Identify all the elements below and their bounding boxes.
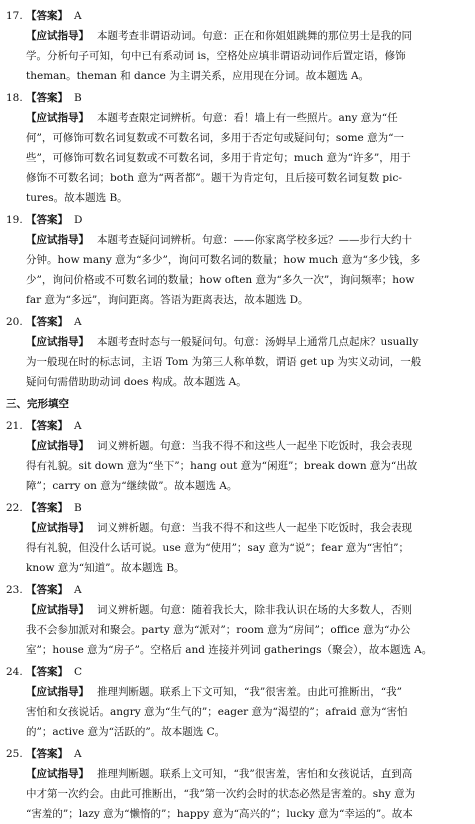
answer-tag: 【答案】 <box>26 584 68 596</box>
guide-row <box>6 518 469 538</box>
answer-tag: 【答案】 <box>26 214 68 226</box>
answer-tag: 【答案】 <box>26 666 68 678</box>
guide-text-line: 疑问句需借助助动词 does 构成。故本题选 A。 <box>26 376 247 388</box>
guide-tag: 【应试指导】 <box>26 234 89 246</box>
guide-tag: 【应试指导】 <box>26 336 89 348</box>
answer-row <box>6 744 469 764</box>
guide-tag: 【应试指导】 <box>26 604 89 616</box>
guide-text-line: “害羞的”；lazy 意为“懒惰的”；happy 意为“高兴的”；lucky 意为“幸运的”。故本 <box>26 808 413 820</box>
guide-text-line: 障”；carry on 意为“继续做”。故本题选 A。 <box>26 480 238 492</box>
guide-text: 推理判断题。联系上文可知，“我”很害羞，害怕和女孩说话，直到高 <box>97 768 413 780</box>
answer-tag: 【答案】 <box>26 92 68 104</box>
guide-text-line: theman。theman 和 dance 为主谓关系，应用现在分词。故本题选 A。 <box>26 70 370 82</box>
guide-text-line: 室”；house 意为“房子”。空格后 and 连接并列词 gatherings（聚会），故本题选 A。 <box>26 644 433 656</box>
guide-tag: 【应试指导】 <box>26 30 89 42</box>
guide-text-line: far 意为“多远”，询问距离。答语为距离表达，故本题选 D。 <box>26 294 309 306</box>
answer-row <box>6 88 469 108</box>
answer-tag: 【答案】 <box>26 748 68 760</box>
guide-text-line: 分钟。how many 意为“多少”，询问可数名词的数量；how much 意为“多少钱，多 <box>26 254 421 266</box>
guide-row <box>6 332 469 352</box>
question-number: 23. <box>6 584 23 596</box>
question-number: 25. <box>6 748 23 760</box>
guide-row <box>6 682 469 702</box>
question-number: 20. <box>6 316 23 328</box>
guide-row <box>6 108 469 128</box>
question-number: 18. <box>6 92 23 104</box>
question-number: 22. <box>6 502 23 514</box>
answer-tag: 【答案】 <box>26 502 68 514</box>
guide-tag: 【应试指导】 <box>26 522 89 534</box>
answer-entry <box>6 498 469 578</box>
answer-entry <box>6 88 469 208</box>
section-heading-cloze: 三、完形填空 <box>6 398 69 410</box>
guide-text: 词义辨析题。句意：当我不得不和这些人一起坐下吃饭时，我会表现 <box>97 522 412 534</box>
guide-row <box>6 764 469 784</box>
guide-text-line: 修饰不可数名词；both 意为“两者都”。题干为肯定句，且后接可数名词复数 pic- <box>26 172 402 184</box>
answer-row <box>6 580 469 600</box>
answer-entry <box>6 416 469 496</box>
guide-tag: 【应试指导】 <box>26 768 89 780</box>
guide-text: 本题考查非谓语动词。句意：正在和你姐姐跳舞的那位男士是我的同 <box>97 30 412 42</box>
question-number: 19. <box>6 214 23 226</box>
guide-tag: 【应试指导】 <box>26 440 89 452</box>
guide-row <box>6 26 469 46</box>
answer-letter: A <box>74 10 82 22</box>
answer-list-grammar <box>6 6 469 392</box>
guide-text: 本题考查限定词辨析。句意：看！墙上有一些照片。any 意为“任 <box>97 112 398 124</box>
guide-text-line: 为一般现在时的标志词，主语 Tom 为第三人称单数，谓语 get up 为实义动词，一般 <box>26 356 422 368</box>
answer-tag: 【答案】 <box>26 420 68 432</box>
guide-text-line: 少”，询问价格或不可数名词的数量；how often 意为“多久一次”，询问频率；how <box>26 274 415 286</box>
answer-entry <box>6 580 469 660</box>
guide-text-line: 得有礼貌，但没什么话可说。use 意为“使用”；say 意为“说”；fear 意为“害怕”； <box>26 542 410 554</box>
guide-tag: 【应试指导】 <box>26 112 89 124</box>
answer-letter: A <box>74 584 82 596</box>
answer-letter: A <box>74 420 82 432</box>
question-number: 24. <box>6 666 23 678</box>
answer-entry <box>6 312 469 392</box>
answer-row <box>6 210 469 230</box>
answer-tag: 【答案】 <box>26 10 68 22</box>
answer-row <box>6 662 469 682</box>
answer-letter: B <box>74 502 82 514</box>
answer-letter: A <box>74 748 82 760</box>
answer-row <box>6 416 469 436</box>
answer-letter: A <box>74 316 82 328</box>
guide-text: 词义辨析题。句意：当我不得不和这些人一起坐下吃饭时，我会表现 <box>97 440 412 452</box>
answer-row <box>6 312 469 332</box>
answer-row <box>6 6 469 26</box>
guide-text: 词义辨析题。句意：随着我长大，除非我认识在场的大多数人，否则 <box>97 604 412 616</box>
guide-tag: 【应试指导】 <box>26 686 89 698</box>
guide-text-line: 的”；active 意为“活跃的”。故本题选 C。 <box>26 726 226 738</box>
guide-text-line: 我不会参加派对和聚会。party 意为“派对”；room 意为“房间”；office 意为“办公 <box>26 624 411 636</box>
guide-text-line: 些”，可修饰可数名词复数或不可数名词，多用于肯定句；much 意为“许多”，用于 <box>26 152 411 164</box>
guide-text-line: know 意为“知道”。故本题选 B。 <box>26 562 185 574</box>
answer-entry <box>6 210 469 310</box>
question-number: 21. <box>6 420 23 432</box>
answer-entry <box>6 744 469 824</box>
guide-text-line: 何”，可修饰可数名词复数或不可数名词，多用于否定句或疑问句；some 意为“一 <box>26 132 404 144</box>
answer-letter: D <box>74 214 83 226</box>
guide-text: 本题考查时态与一般疑问句。句意：汤姆早上通常几点起床？usually <box>97 336 419 348</box>
guide-text-line: 害怕和女孩说话。angry 意为“生气的”；eager 意为“渴望的”；afraid 意为“害怕 <box>26 706 408 718</box>
answer-letter: C <box>74 666 83 678</box>
guide-row <box>6 600 469 620</box>
guide-text: 推理判断题。联系上下文可知，“我”很害羞。由此可推断出，“我” <box>97 686 402 698</box>
guide-row <box>6 230 469 250</box>
answer-tag: 【答案】 <box>26 316 68 328</box>
guide-row <box>6 436 469 456</box>
question-number: 17. <box>6 10 23 22</box>
guide-text: 本题考查疑问词辨析。句意：——你家离学校多远？——步行大约十 <box>97 234 412 246</box>
answer-entry <box>6 662 469 742</box>
answer-letter: B <box>74 92 82 104</box>
answer-entry <box>6 6 469 86</box>
guide-text-line: 得有礼貌。sit down 意为“坐下”；hang out 意为“闲逛”；break down 意为“出故 <box>26 460 418 472</box>
answer-row <box>6 498 469 518</box>
guide-text-line: 学。分析句子可知，句中已有系动词 is，空格处应填非谓语动词作后置定语，修饰 <box>26 50 406 62</box>
guide-text-line: 中才第一次约会。由此可推断出，“我”第一次约会时的状态必然是害羞的。shy 意为 <box>26 788 416 800</box>
answer-list-cloze <box>6 416 469 824</box>
guide-text-line: tures。故本题选 B。 <box>26 192 128 204</box>
